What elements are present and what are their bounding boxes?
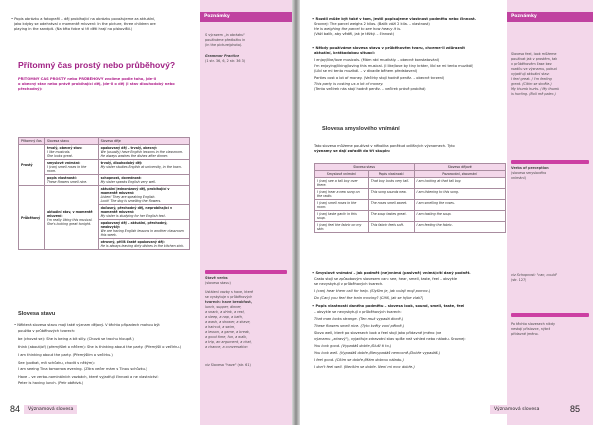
body-line: I don't feel well. (Necítím se dobře. Není mi moc dobře.) (314, 365, 415, 369)
table-cell: schopnost, dovednost: My sister speaks English very well. (98, 175, 189, 186)
right-page (300, 0, 593, 425)
table-cell: dočasný, přechodný děj, neprobíhající v momentě mluvení: My sister is studying for her English test. (98, 205, 189, 220)
table-cell: smyslové vnímání: I (can) smell roses in the room. (44, 160, 98, 175)
body-line: I feel good. (Cítím se dobře./Mám dobrou náladu.) (314, 358, 404, 362)
body-line: použita v průběhových tvarech: (18, 329, 76, 333)
body-line: významy se dají zařadit do tří skupin: (314, 149, 391, 153)
body-line: • Rozdíl může být také v tom, jestli popisujeme vlastnost podmětu nebo činnost. (312, 17, 477, 21)
note-divider (511, 160, 589, 164)
note-line: (1 str. 36, 6, 2 str. 36 3) (205, 59, 246, 63)
body-line: be (chovat se): She is being a bit silly. (Chová se trochu hloupě.) (18, 337, 134, 341)
table-row (19, 175, 190, 186)
body-line: I (can) hear them call for help. (Slyším je, jak volají mojí pomoc.) (314, 289, 431, 293)
running-head: Významová slovesa (490, 405, 543, 414)
table-cell: opakovaný děj – trvalý, obecný: We (usually) have English lessons in the classroom. He always washes the dishes after dinner. (98, 145, 189, 160)
table-cell: This fabric feels soft. (368, 222, 414, 233)
lead-line: o obecný stav nebo právě probíhající děj, jde-li o děj (i stav dlouhodobý nebo (18, 82, 175, 86)
note-title: Verbs of perception (511, 166, 549, 170)
running-head: Významová slovesa (24, 405, 77, 414)
tense-table (18, 137, 190, 250)
table-cell: This song sounds new. (368, 189, 414, 200)
body-line: • Popis vlastností daného podmětu – slovesa look, sound, smell, taste, feel (312, 304, 465, 308)
table-cell: I am listening to this song. (414, 189, 505, 200)
lead-line: PŘÍTOMNÝ ČAS PROSTÝ nebo PRŮBĚHOVÝ zvolíme podle toho, jde-li (18, 77, 157, 81)
cross-reference[interactable]: viz Slovesa "have" (str. 61) (205, 363, 251, 367)
note-title: Stavě verbs (205, 276, 228, 280)
body-line: (Líbí se mi tento muzikál. – v divadle během představení) (314, 69, 418, 73)
table-cell: I am feeling the fabric. (414, 222, 505, 233)
table-row (315, 178, 506, 189)
body-line: I am thinking about the party. (Přemýšlím o večírku.) (18, 353, 113, 357)
note-line: a trip, an argument, a chat, (205, 340, 252, 344)
body-line: – obvykle se nevyskytují v průběhových tvarech: (314, 310, 402, 314)
note-line: a wash, a shower, a shave, (205, 320, 251, 324)
body-line: (Váží balík, aby věděl, jak je těžký. – činnost) (314, 32, 395, 36)
table-cell: The soup tastes great. (368, 211, 414, 222)
left-page (0, 0, 292, 425)
body-line: významu „zdravý"), vyjadřuje zdravotní stav spíše než vzhled nebo náladu. Srovnej: (314, 337, 466, 341)
body-line: He is weighing the parcel to see how heavy it is. (314, 27, 402, 31)
table-cell: I (can) see a tall boy over there. (315, 178, 369, 189)
note-line: a lesson, a game, a break, (205, 330, 250, 334)
body-line: I'm enjoying/liking/loving this musical. (I like/love by tiny kráter, líbí se mi tento muzikál) (314, 64, 474, 68)
note-line: (slovesa smyslového (511, 171, 547, 175)
note-line: v průběhovém čase bez (511, 62, 552, 66)
table-header: Popis vlastností (368, 171, 414, 178)
book-gutter (292, 0, 300, 425)
table-cell: I am tasting the soup. (414, 211, 505, 222)
table-row (19, 160, 190, 175)
table-cell: I (can) taste garlic in this soup. (315, 211, 369, 222)
body-line: Have – ve verbo-nominálních vazbách, které vyjadřují činnost a ne vlastnictví: (18, 375, 159, 379)
notes-tab: Poznámky (200, 12, 292, 22)
note-line: tvarech: have breakfast, (205, 300, 253, 304)
notes-tab: Poznámky (507, 12, 593, 22)
intro-line: playing in the sandpit. (Na této fotce si tři děti hrají na pískovišti.) (14, 27, 133, 31)
note-line: My thumb hurts. / My thumb (511, 87, 560, 91)
note-line: Ustálení vazby s have, které (205, 290, 254, 294)
cross-reference-page: (str. 127) (511, 278, 527, 282)
table-cell: opakovaný děj – aktuální, přechodný, neobvyklý: We are having English lessons in another classroom this week. (98, 220, 189, 239)
lead-line: přechodný): (18, 87, 43, 91)
table-header: Sloveso dějové (414, 164, 505, 171)
table-header: Sloveso stavu (315, 164, 415, 171)
note-line: používáme předložku in (205, 38, 246, 42)
body-line: Často stojí se způsobovým slovesem can: see, hear, smell, taste, feel – obvykle (314, 277, 458, 281)
table-header: Slovesa stavu (44, 138, 98, 145)
table-cell: I am looking at that tall boy. (414, 178, 505, 189)
table-header: Přítomný čas (19, 138, 45, 145)
note-line: Grammar Practice (205, 54, 240, 58)
table-cell: I am smelling the roses. (414, 200, 505, 211)
table-cell: popis vlastností: These flowers smell nice. (44, 175, 98, 186)
subsection-heading: Slovesa stavu (18, 311, 56, 317)
body-line: You look well. (Vypadáš dobře./Nevypadáš nemocně./Dobře vypadáš.) (314, 351, 441, 355)
table-cell: I (can) smell roses in the room. (315, 200, 369, 211)
body-line: Do (Can) you feel the train moving? (Cítíš, jak se hýbe vlak?) (314, 296, 424, 300)
notes-sidebar (200, 0, 292, 425)
cross-reference[interactable]: viz Schopnost: "can, could" (511, 273, 558, 277)
intro-line: • Popis obrázku a fotografií – děj probíhající na obrázku považujeme za aktuální, (11, 17, 156, 21)
note-line: lunch, supper, dinner, (205, 305, 242, 309)
note-line: používat jak v prostém, tak (511, 57, 558, 61)
note-line: S výrazem „in obrázku" (205, 33, 245, 37)
table-row (315, 189, 506, 200)
note-divider (205, 270, 287, 274)
subsection-heading: Slovesa smyslového vnímání (322, 126, 400, 132)
table-row (315, 200, 506, 211)
body-line: Srovnej: The parcel weighs 2 kilos. (Balík váží 2 kila. – vlastnost) (314, 22, 430, 26)
table-header: Slovesa děje (98, 138, 189, 145)
body-line: You look good. (Vypadáš dobře./Sluší ti to.) (314, 344, 392, 348)
note-line: Po těchto slovesech nikdy (511, 322, 556, 326)
body-line: • Některá slovesa stavu mají také význam dějový. V těchto případech mohou být (14, 323, 160, 327)
body-line: Slovo well, které po slovesech look a feel stojí jako přídavné jméno (ve (314, 331, 442, 335)
body-line: Parties cost a lot of money. (Večírky stojí hodně peněz. – obecné tvrzení) (314, 76, 445, 80)
body-line: Tato slovesa můžeme používat v několika poněkud odlišných významech. Tyto (314, 144, 455, 148)
note-line: a good time, fun, a walk, (205, 335, 248, 339)
body-line: aktuální, krátkodobou situaci: (314, 51, 375, 55)
body-line: These flowers smell nice. (Tyto květy voní pěkně.) (314, 324, 405, 328)
body-line: Peter is having lunch. (Petr obědvá.) (18, 381, 84, 385)
table-cell: aktuální jednorázový děj, probíhající v momentě mluvení: Listen! They are speaking English. Look! The dog is smelling the flowers. (98, 186, 189, 205)
table-cell: That boy looks very tall. (368, 178, 414, 189)
perception-table (314, 163, 506, 233)
body-line: se nevyskytují v průběhových tvarech. (314, 282, 384, 286)
table-cell: trvalý, dlouhodobý děj: My sister studies English at university, in the town. (98, 160, 189, 175)
body-line: That man looks strange. (Ten muž vypadá divně.) (314, 317, 404, 321)
note-line: I feel great. / I'm feeling (511, 77, 552, 81)
table-cell: The roses smell sweet. (368, 200, 414, 211)
body-line: (Tento večírek nás stojí hodně peněz. – večírek právě probíhá) (314, 87, 426, 91)
body-line: This party is costing us a lot of money. (314, 82, 384, 86)
note-line: (in the picture/photo). (205, 43, 243, 47)
body-line: think (about/of) (přemýšlet o něčem): She is thinking about the party. (Přemýšlí o večírku.) (18, 345, 182, 349)
table-cell: trvalý, obecný stav: I like musicals. She looks great. (44, 145, 98, 160)
note-line: přídavné jméno. (511, 332, 539, 336)
body-line: • Smyslové vnímání – jak podmět (ne)vnímá (pasivně) vnímá/cítí daný podnět. (312, 271, 471, 275)
note-line: a sleep, a nap, a bath, (205, 315, 243, 319)
body-line: • Někdy používáme slovesa stavu v průběhovém tvaru, chceme-li zdůraznit (312, 46, 465, 50)
note-line: a chance, a conversation (205, 345, 248, 349)
note-line: a snack, a drink, a rest, (205, 310, 245, 314)
note-line: great. (Cítím se skvěle.) (511, 82, 552, 86)
page-number: 84 (10, 404, 21, 414)
note-line: (slovesa stavu) (205, 281, 231, 285)
table-header: Pozorování, zkoumání (414, 171, 505, 178)
table-cell: otravný, příliš časté opakovaný děj: He is always leaving dirty dishes in the kitchen sink. (98, 239, 189, 250)
page-number: 85 (570, 404, 581, 414)
note-line: is hurting. (Bolí mě palec.) (511, 92, 556, 96)
table-row (19, 186, 190, 205)
body-line: I am seeing Tina tomorrow evening. (Zítra večer mám s Tinou schůzku.) (18, 367, 148, 371)
note-line: se vyskytuje v průběhových (205, 295, 253, 299)
note-line: rozdílu ve významu, pokud (511, 67, 557, 71)
intro-line: jako kdyby se odehrával v momentě mluvení: In the picture, three children are (14, 22, 156, 26)
row-label: Průběhový (19, 186, 45, 250)
row-label: Prostý (19, 145, 45, 186)
note-line: Slovesa feel, look můžeme (511, 52, 557, 56)
note-line: a haircut, a swim, (205, 325, 236, 329)
notes-sidebar (507, 0, 593, 425)
table-cell: I (can) feel the fabric on my skin. (315, 222, 369, 233)
section-heading: Přítomný čas prostý nebo průběhový? (18, 60, 176, 70)
table-cell: aktuální stav, v momentě mluvení: I'm really liking this musical. She's looking great tonight. (44, 186, 98, 250)
note-line: vyjadřují aktuální stav: (511, 72, 550, 76)
table-row (315, 222, 506, 233)
note-line: nestojí příslovce, nýbrž (511, 327, 551, 331)
body-line: I enjoy/like/love musicals. (Mám rád muzikály. – obecné konstatování) (314, 58, 440, 62)
table-header: Smyslové vnímání (315, 171, 369, 178)
table-row (315, 211, 506, 222)
note-line: vnímání) (511, 176, 526, 180)
note-divider (511, 313, 589, 317)
table-row (19, 145, 190, 160)
table-cell: I (can) hear a new song on the radio. (315, 189, 369, 200)
body-line: See (potkat, mít schůzku, chodit s někým): (18, 361, 95, 365)
